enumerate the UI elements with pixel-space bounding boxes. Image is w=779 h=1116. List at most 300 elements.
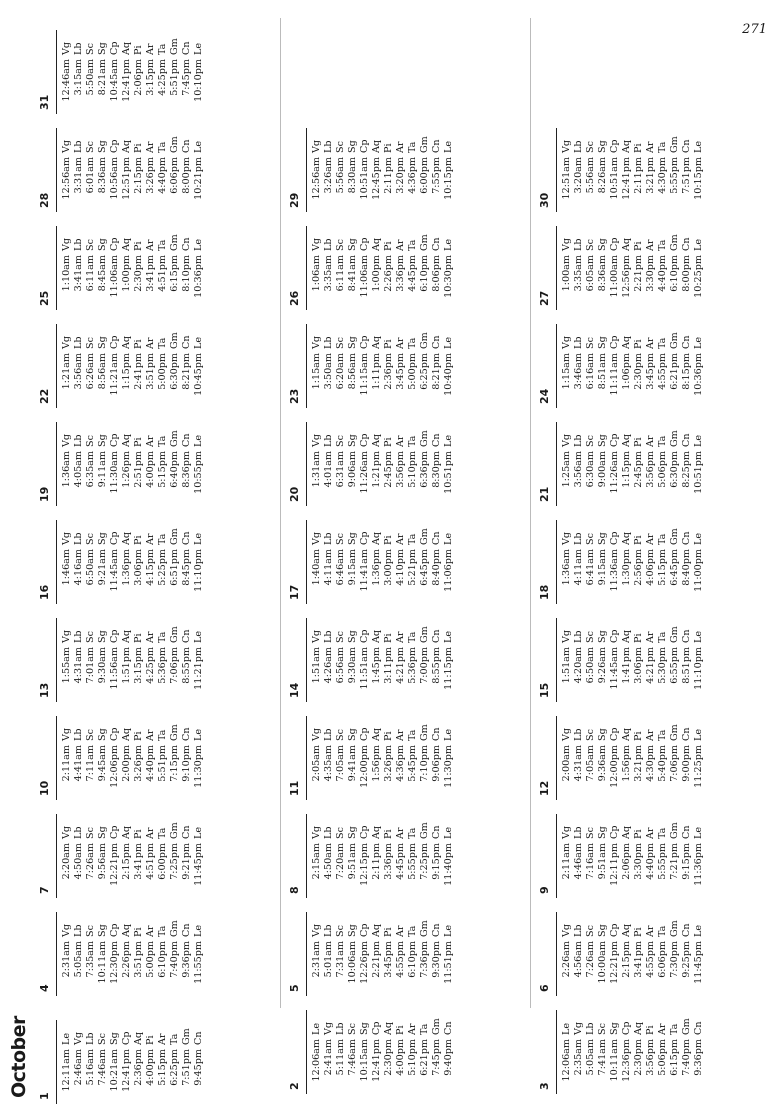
sign-abbrev: Ta bbox=[407, 141, 418, 153]
ingress-time: 1:40am bbox=[311, 549, 322, 586]
ingress-time: 11:45am bbox=[109, 549, 120, 592]
sign-abbrev: Le bbox=[443, 924, 454, 937]
day-cell bbox=[32, 218, 205, 310]
day-rule bbox=[306, 1010, 307, 1094]
sign-abbrev: Le bbox=[193, 42, 204, 55]
day-rule bbox=[556, 128, 557, 212]
ingress-time: 8:00pm bbox=[681, 255, 692, 292]
list-item bbox=[645, 120, 657, 212]
ingress-time: 5:30pm bbox=[657, 647, 668, 684]
sign-abbrev: Aq bbox=[621, 335, 632, 349]
ingress-time: 7:41am bbox=[597, 1039, 608, 1076]
sign-abbrev: Cn bbox=[681, 433, 692, 447]
list-item bbox=[169, 414, 181, 506]
sign-abbrev: Le bbox=[443, 630, 454, 643]
sign-abbrev: Cn bbox=[681, 335, 692, 349]
ingress-time: 9:45am bbox=[97, 745, 108, 782]
list-item bbox=[193, 120, 205, 212]
sign-abbrev: Lb bbox=[73, 924, 84, 937]
ingress-time: 7:15pm bbox=[169, 745, 180, 782]
list-item bbox=[73, 806, 85, 898]
list-item bbox=[323, 120, 335, 212]
sign-abbrev: Ta bbox=[407, 925, 418, 937]
list-item bbox=[193, 22, 205, 114]
list-item bbox=[657, 806, 669, 898]
list-item bbox=[157, 708, 169, 800]
day-number: 8 bbox=[288, 886, 301, 894]
list-item bbox=[169, 708, 181, 800]
list-item bbox=[633, 610, 645, 702]
ingress-time: 1:56pm bbox=[621, 745, 632, 782]
sign-abbrev: Aq bbox=[121, 825, 132, 839]
sign-abbrev: Le bbox=[193, 532, 204, 545]
list-item bbox=[609, 316, 621, 408]
list-item bbox=[657, 1002, 669, 1094]
day-rule bbox=[56, 618, 57, 702]
sign-abbrev: Sg bbox=[597, 434, 608, 447]
list-item bbox=[193, 218, 205, 310]
ingress-time: 1:51am bbox=[311, 647, 322, 684]
day-rule bbox=[556, 226, 557, 310]
sign-abbrev: Sg bbox=[597, 826, 608, 839]
sign-abbrev: Cp bbox=[359, 825, 370, 839]
list-item bbox=[669, 218, 681, 310]
day-cell bbox=[32, 512, 205, 604]
day-cell bbox=[32, 806, 205, 898]
ingress-time: 9:51am bbox=[597, 843, 608, 880]
list-item bbox=[383, 708, 395, 800]
list-item bbox=[395, 1002, 407, 1094]
sign-abbrev: Le bbox=[693, 238, 704, 251]
list-item bbox=[169, 316, 181, 408]
sign-abbrev: Ta bbox=[657, 337, 668, 349]
day-rule bbox=[556, 324, 557, 408]
list-item bbox=[585, 218, 597, 310]
ingress-time: 8:21pm bbox=[181, 353, 192, 390]
list-item bbox=[371, 512, 383, 604]
day-rule bbox=[56, 912, 57, 996]
sign-abbrev: Cn bbox=[181, 41, 192, 55]
ingress-time: 7:40pm bbox=[681, 1039, 692, 1076]
day-number: 11 bbox=[288, 780, 301, 796]
ingress-time: 7:25pm bbox=[169, 843, 180, 880]
list-item bbox=[311, 414, 323, 506]
ingress-time: 8:45am bbox=[97, 255, 108, 292]
day-number: 20 bbox=[288, 486, 301, 502]
ingress-time: 3:41pm bbox=[133, 843, 144, 880]
list-item bbox=[371, 806, 383, 898]
sign-abbrev: Lb bbox=[323, 532, 334, 545]
list-item bbox=[347, 414, 359, 506]
sign-abbrev: Lb bbox=[85, 1032, 96, 1045]
sign-abbrev: Aq bbox=[133, 1031, 144, 1045]
sign-abbrev: Gm bbox=[169, 136, 180, 153]
day-number: 9 bbox=[538, 886, 551, 894]
ingress-time: 3:21pm bbox=[633, 745, 644, 782]
list-item bbox=[61, 414, 73, 506]
ingress-time: 3:41pm bbox=[145, 255, 156, 292]
list-item bbox=[97, 22, 109, 114]
list-item bbox=[193, 316, 205, 408]
sign-abbrev: Sg bbox=[97, 630, 108, 643]
list-item bbox=[371, 120, 383, 212]
ingress-time: 12:06pm bbox=[109, 745, 120, 788]
ingress-time: 6:50am bbox=[85, 549, 96, 586]
ingress-time: 1:56pm bbox=[371, 745, 382, 782]
list-item bbox=[383, 316, 395, 408]
sign-abbrev: Aq bbox=[621, 923, 632, 937]
ingress-time: 2:30pm bbox=[383, 1039, 394, 1076]
list-item bbox=[181, 316, 193, 408]
list-item bbox=[681, 218, 693, 310]
ingress-time: 10:51pm bbox=[443, 451, 454, 494]
sign-abbrev: Le bbox=[193, 728, 204, 741]
sign-abbrev: Ta bbox=[407, 337, 418, 349]
list-item bbox=[323, 218, 335, 310]
day-number: 7 bbox=[38, 886, 51, 894]
list-item bbox=[133, 904, 145, 996]
sign-abbrev: Pi bbox=[383, 143, 394, 153]
sign-abbrev: Cp bbox=[359, 727, 370, 741]
list-item bbox=[109, 316, 121, 408]
list-item bbox=[169, 218, 181, 310]
ingress-time: 3:26pm bbox=[145, 157, 156, 194]
list-item bbox=[573, 806, 585, 898]
ingress-time: 2:11pm bbox=[371, 843, 382, 880]
ingress-time: 9:21am bbox=[97, 549, 108, 586]
list-item bbox=[133, 1012, 145, 1104]
ingress-time: 6:15pm bbox=[169, 255, 180, 292]
sign-abbrev: Cp bbox=[609, 629, 620, 643]
sign-abbrev: Sc bbox=[335, 239, 346, 251]
sign-abbrev: Sg bbox=[97, 140, 108, 153]
sign-abbrev: Vg bbox=[61, 531, 72, 545]
ingress-time: 11:45am bbox=[609, 647, 620, 690]
sign-abbrev: Gm bbox=[419, 332, 430, 349]
list-item bbox=[121, 218, 133, 310]
ingress-time: 5:10pm bbox=[407, 451, 418, 488]
list-item bbox=[169, 120, 181, 212]
sign-abbrev: Pi bbox=[633, 829, 644, 839]
ingress-time: 4:15pm bbox=[145, 549, 156, 586]
list-item bbox=[145, 610, 157, 702]
list-item bbox=[347, 1002, 359, 1094]
ingress-time: 4:45pm bbox=[395, 843, 406, 880]
sign-abbrev: Ar bbox=[645, 729, 656, 741]
ingress-time: 11:06am bbox=[359, 255, 370, 298]
ingress-time: 9:25pm bbox=[681, 941, 692, 978]
sign-abbrev: Sc bbox=[585, 925, 596, 937]
list-item bbox=[431, 512, 443, 604]
ingress-time: 9:15am bbox=[597, 549, 608, 586]
sign-abbrev: Le bbox=[193, 238, 204, 251]
list-item bbox=[311, 1002, 323, 1094]
day-cell bbox=[282, 316, 455, 408]
ingress-time: 10:45pm bbox=[193, 353, 204, 396]
sign-abbrev: Le bbox=[443, 434, 454, 447]
sign-abbrev: Sg bbox=[97, 42, 108, 55]
ingress-time: 10:25pm bbox=[693, 255, 704, 298]
sign-abbrev: Aq bbox=[621, 237, 632, 251]
list-item bbox=[383, 1002, 395, 1094]
sign-abbrev: Sg bbox=[347, 434, 358, 447]
ingress-time: 3:26pm bbox=[133, 745, 144, 782]
sign-abbrev: Lb bbox=[73, 336, 84, 349]
sign-abbrev: Aq bbox=[121, 433, 132, 447]
sign-abbrev: Lb bbox=[573, 532, 584, 545]
list-item bbox=[597, 512, 609, 604]
ingress-time: 7:06pm bbox=[169, 647, 180, 684]
ingress-time: 12:06am bbox=[311, 1039, 322, 1082]
ingress-time: 6:30am bbox=[585, 451, 596, 488]
ingress-time: 5:00pm bbox=[407, 353, 418, 390]
list-item bbox=[311, 806, 323, 898]
sign-abbrev: Vg bbox=[311, 825, 322, 839]
sign-abbrev: Cp bbox=[109, 139, 120, 153]
ingress-time: 4:30pm bbox=[645, 745, 656, 782]
list-item bbox=[609, 904, 621, 996]
sign-abbrev: Lb bbox=[73, 42, 84, 55]
ingress-time: 11:00am bbox=[609, 255, 620, 298]
ingress-time: 10:45am bbox=[109, 59, 120, 102]
ingress-time: 2:35am bbox=[573, 1039, 584, 1076]
list-item bbox=[85, 1012, 97, 1104]
sign-abbrev: Gm bbox=[181, 1028, 192, 1045]
ingress-time: 5:06pm bbox=[657, 451, 668, 488]
ingress-time: 4:20am bbox=[573, 647, 584, 684]
ingress-time: 4:35am bbox=[323, 745, 334, 782]
ingress-time: 3:20am bbox=[573, 157, 584, 194]
sign-abbrev: Ta bbox=[657, 239, 668, 251]
list-item bbox=[323, 512, 335, 604]
sign-abbrev: Cp bbox=[359, 335, 370, 349]
ingress-time: 11:45pm bbox=[193, 843, 204, 886]
ingress-time: 7:36pm bbox=[419, 941, 430, 978]
list-item bbox=[693, 512, 705, 604]
day-cell bbox=[32, 1012, 205, 1104]
list-item bbox=[681, 806, 693, 898]
ingress-time: 12:15pm bbox=[359, 843, 370, 886]
sign-abbrev: Ar bbox=[395, 435, 406, 447]
list-item bbox=[573, 414, 585, 506]
sign-abbrev: Sg bbox=[597, 336, 608, 349]
list-item bbox=[181, 806, 193, 898]
day-cell bbox=[282, 512, 455, 604]
ingress-time: 5:16am bbox=[85, 1049, 96, 1086]
ingress-time: 8:56am bbox=[347, 353, 358, 390]
list-item bbox=[169, 1012, 181, 1104]
list-item bbox=[371, 414, 383, 506]
list-item bbox=[621, 218, 633, 310]
list-item bbox=[657, 218, 669, 310]
list-item bbox=[669, 1002, 681, 1094]
sign-abbrev: Pi bbox=[633, 241, 644, 251]
ingress-time: 7:35am bbox=[85, 941, 96, 978]
ingress-time: 4:25pm bbox=[157, 59, 168, 96]
list-item bbox=[145, 512, 157, 604]
ingress-time: 5:51pm bbox=[157, 745, 168, 782]
list-item bbox=[419, 120, 431, 212]
sign-abbrev: Pi bbox=[633, 633, 644, 643]
list-item bbox=[371, 316, 383, 408]
ingress-time: 1:21pm bbox=[371, 451, 382, 488]
ingress-time: 3:20pm bbox=[395, 157, 406, 194]
list-item bbox=[561, 904, 573, 996]
list-item bbox=[109, 708, 121, 800]
sign-abbrev: Sg bbox=[597, 728, 608, 741]
day-cell bbox=[32, 904, 205, 996]
ingress-time: 10:10pm bbox=[193, 59, 204, 102]
ingress-time: 9:36pm bbox=[181, 941, 192, 978]
sign-abbrev: Aq bbox=[121, 335, 132, 349]
sign-abbrev: Le bbox=[193, 140, 204, 153]
ingress-time: 3:35am bbox=[573, 255, 584, 292]
ingress-time: 5:10pm bbox=[407, 1039, 418, 1076]
sign-abbrev: Le bbox=[693, 728, 704, 741]
list-item bbox=[85, 806, 97, 898]
sign-abbrev: Cp bbox=[359, 139, 370, 153]
list-item bbox=[335, 904, 347, 996]
list-item bbox=[693, 708, 705, 800]
sign-abbrev: Aq bbox=[121, 923, 132, 937]
list-item bbox=[561, 708, 573, 800]
sign-abbrev: Pi bbox=[133, 927, 144, 937]
ingress-time: 11:15pm bbox=[443, 647, 454, 690]
sign-abbrev: Gm bbox=[681, 1018, 692, 1035]
ingress-time: 11:11am bbox=[609, 353, 620, 396]
ingress-time: 1:21am bbox=[61, 353, 72, 390]
list-item bbox=[181, 708, 193, 800]
ingress-time: 11:26am bbox=[359, 451, 370, 494]
list-item bbox=[169, 512, 181, 604]
sign-abbrev: Cn bbox=[431, 923, 442, 937]
day-number: 24 bbox=[538, 388, 551, 404]
sign-abbrev: Aq bbox=[371, 139, 382, 153]
sign-abbrev: Vg bbox=[561, 139, 572, 153]
list-item bbox=[133, 512, 145, 604]
sign-abbrev: Le bbox=[443, 826, 454, 839]
list-item bbox=[121, 316, 133, 408]
ingress-time: 9:30am bbox=[97, 647, 108, 684]
ingress-time: 2:11pm bbox=[383, 157, 394, 194]
ingress-time: 6:45pm bbox=[669, 549, 680, 586]
ingress-time: 4:30pm bbox=[657, 157, 668, 194]
list-item bbox=[145, 120, 157, 212]
list-item bbox=[121, 414, 133, 506]
ingress-time: 8:00pm bbox=[181, 157, 192, 194]
ingress-time: 3:06pm bbox=[133, 549, 144, 586]
list-item bbox=[645, 1002, 657, 1094]
sign-abbrev: Cn bbox=[681, 139, 692, 153]
sign-abbrev: Cn bbox=[431, 825, 442, 839]
sign-abbrev: Pi bbox=[383, 927, 394, 937]
list-item bbox=[85, 316, 97, 408]
ingress-time: 7:51pm bbox=[681, 157, 692, 194]
sign-abbrev: Vg bbox=[61, 237, 72, 251]
sign-abbrev: Sc bbox=[335, 925, 346, 937]
day-rule bbox=[306, 324, 307, 408]
sign-abbrev: Aq bbox=[621, 825, 632, 839]
ingress-time: 4:56am bbox=[573, 941, 584, 978]
sign-abbrev: Ar bbox=[395, 239, 406, 251]
day-number: 13 bbox=[38, 682, 51, 698]
ingress-time: 11:06pm bbox=[443, 549, 454, 592]
ingress-time: 11:26am bbox=[609, 451, 620, 494]
ingress-time: 2:41am bbox=[323, 1039, 334, 1076]
ingress-time: 11:25pm bbox=[693, 745, 704, 788]
list-item bbox=[573, 218, 585, 310]
ingress-time: 2:36pm bbox=[133, 1049, 144, 1086]
ingress-time: 2:20am bbox=[61, 843, 72, 880]
list-item bbox=[585, 610, 597, 702]
ingress-time: 1:11pm bbox=[371, 353, 382, 390]
list-item bbox=[407, 806, 419, 898]
list-item bbox=[97, 120, 109, 212]
sign-abbrev: Ta bbox=[157, 729, 168, 741]
sign-abbrev: Sc bbox=[85, 337, 96, 349]
ingress-time: 8:45pm bbox=[181, 549, 192, 586]
ingress-time: 4:11am bbox=[573, 549, 584, 586]
sign-abbrev: Cp bbox=[109, 335, 120, 349]
list-item bbox=[311, 316, 323, 408]
sign-abbrev: Lb bbox=[573, 728, 584, 741]
sign-abbrev: Le bbox=[193, 924, 204, 937]
list-item bbox=[311, 120, 323, 212]
sign-abbrev: Ta bbox=[407, 533, 418, 545]
ingress-time: 10:11am bbox=[609, 1039, 620, 1082]
ingress-time: 2:46am bbox=[73, 1049, 84, 1086]
sign-abbrev: Ar bbox=[395, 631, 406, 643]
sign-abbrev: Cn bbox=[193, 1031, 204, 1045]
list-item bbox=[133, 218, 145, 310]
ingress-time: 6:16am bbox=[585, 353, 596, 390]
sign-abbrev: Sg bbox=[97, 728, 108, 741]
list-item bbox=[169, 806, 181, 898]
sign-abbrev: Cn bbox=[181, 727, 192, 741]
ingress-time: 4:21pm bbox=[645, 647, 656, 684]
ingress-time: 12:00pm bbox=[609, 745, 620, 788]
sign-abbrev: Aq bbox=[371, 727, 382, 741]
sign-abbrev: Lb bbox=[573, 630, 584, 643]
sign-abbrev: Gm bbox=[669, 626, 680, 643]
sign-abbrev: Ta bbox=[169, 1033, 180, 1045]
list-item bbox=[419, 806, 431, 898]
day-number: 5 bbox=[288, 984, 301, 992]
sign-abbrev: Lb bbox=[73, 728, 84, 741]
ingress-time: 2:56pm bbox=[633, 549, 644, 586]
ingress-time: 7:45pm bbox=[181, 59, 192, 96]
list-item bbox=[573, 708, 585, 800]
day-cell bbox=[282, 120, 455, 212]
day-cell bbox=[282, 806, 455, 898]
ingress-time: 2:06pm bbox=[621, 843, 632, 880]
list-item bbox=[109, 610, 121, 702]
day-number: 16 bbox=[38, 584, 51, 600]
list-item bbox=[121, 904, 133, 996]
ingress-time: 7:00pm bbox=[419, 647, 430, 684]
sign-abbrev: Sc bbox=[585, 337, 596, 349]
sign-abbrev: Cn bbox=[181, 139, 192, 153]
sign-abbrev: Cp bbox=[109, 825, 120, 839]
ingress-time: 7:45pm bbox=[431, 1039, 442, 1076]
sign-abbrev: Vg bbox=[561, 531, 572, 545]
sign-abbrev: Ta bbox=[157, 435, 168, 447]
list-item bbox=[61, 512, 73, 604]
list-item bbox=[609, 414, 621, 506]
list-item bbox=[561, 512, 573, 604]
ingress-time: 5:56am bbox=[335, 157, 346, 194]
list-item bbox=[335, 120, 347, 212]
